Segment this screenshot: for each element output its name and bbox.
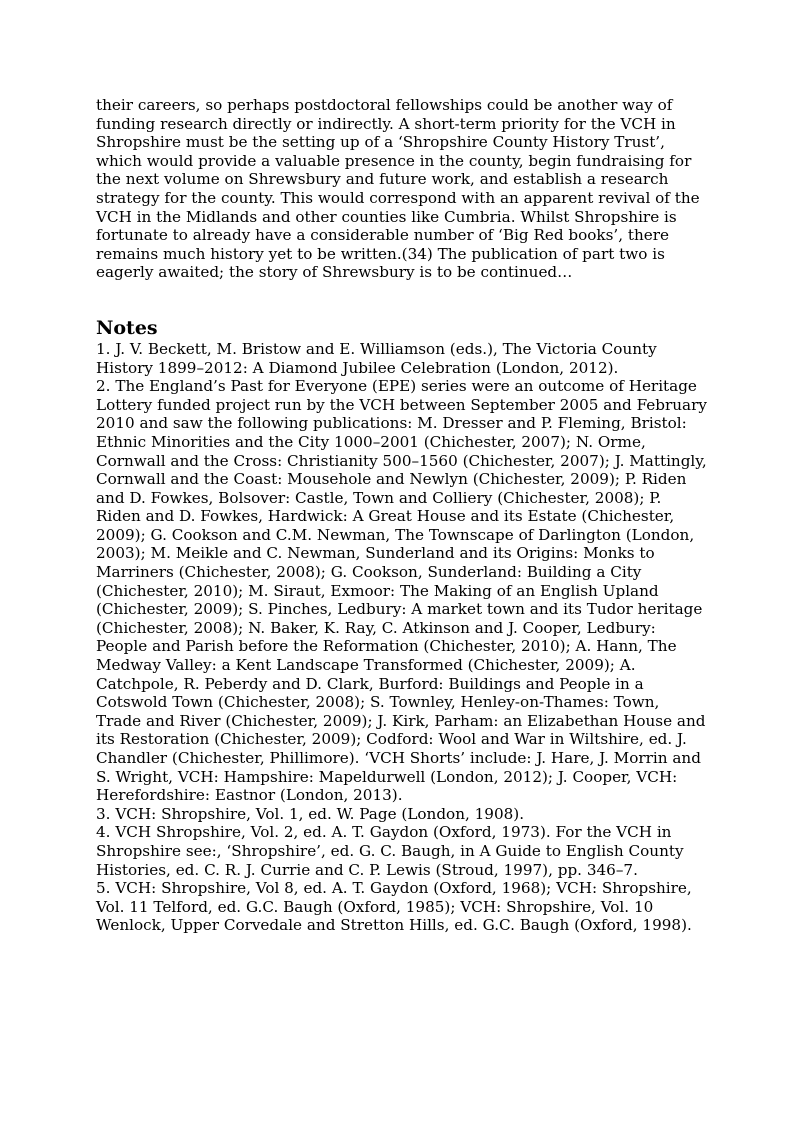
note-item-4: 4. VCH Shropshire, Vol. 2, ed. A. T. Gaydon (Oxford, 1973). For the VCH in Shropshire see:, ‘Shropshire’, ed. G. C. Baugh, in A Guide to English County Histories, ed. C. R. J. Currie and C. P. Lewis (Stroud, 1997), pp. 346–7.: [96, 823, 684, 879]
notes-heading: Notes: [96, 316, 158, 339]
notes-list: [96, 340, 708, 935]
body-paragraph: their careers, so perhaps postdoctoral fellowships could be another way of funding research directly or indirectly. A short-term priority for the VCH in Shropshire must be the setting up of a ‘Shropshire County History Trust’, which would provide a valuable presence in the county, begin fundraising for the next volume on Shrewsbury and future work, and establish a research strategy for the county. This would correspond with an apparent revival of the VCH in the Midlands and other counties like Cumbria. Whilst Shropshire is fortunate to already have a considerable number of ‘Big Red books’, there remains much history yet to be written.(34) The publication of part two is eagerly awaited; the story of Shrewsbury is to be continued…: [96, 96, 700, 282]
note-item-2: 2. The England’s Past for Everyone (EPE) series were an outcome of Heritage Lottery funded project run by the VCH between September 2005 and February 2010 and saw the following publications: M. Dresser and P. Fleming, Bristol: Ethnic Minorities and the City 1000–2001 (Chichester, 2007); N. Orme, Cornwall and the Cross: Christianity 500–1560 (Chichester, 2007); J. Mattingly, Cornwall and the Coast: Mousehole and Newlyn (Chichester, 2009); P. Riden and D. Fowkes, Bolsover: Castle, Town and Colliery (Chichester, 2008); P. Riden and D. Fowkes, Hardwick: A Great House and its Estate (Chichester, 2009); G. Cookson and C.M. Newman, The Townscape of Darlington (London, 2003); M. Meikle and C. Newman, Sunderland and its Origins: Monks to Marriners (Chichester, 2008); G. Cookson, Sunderland: Building a City (Chichester, 2010); M. Siraut, Exmoor: The Making of an English Upland (Chichester, 2009); S. Pinches, Ledbury: A market town and its Tudor heritage (Chichester, 2008); N. Baker, K. Ray, C. Atkinson and J. Cooper, Ledbury: People and Parish before the Reformation (Chichester, 2010); A. Hann, The Medway Valley: a Kent Landscape Transformed (Chichester, 2009); A. Catchpole, R. Peberdy and D. Clark, Burford: Buildings and People in a Cotswold Town (Chichester, 2008); S. Townley, Henley-on-Thames: Town, Trade and River (Chichester, 2009); J. Kirk, Parham: an Elizabethan House and its Restoration (Chichester, 2009); Codford: Wool and War in Wiltshire, ed. J. Chandler (Chichester, Phillimore). ‘VCH Shorts’ include: J. Hare, J. Morrin and S. Wright, VCH: Hampshire: Mapeldurwell (London, 2012); J. Cooper, VCH: Herefordshire: Eastnor (London, 2013).: [96, 377, 707, 805]
document-page: [96, 96, 708, 935]
note-item-5: 5. VCH: Shropshire, Vol 8, ed. A. T. Gaydon (Oxford, 1968); VCH: Shropshire, Vol. 11 Telford, ed. G.C. Baugh (Oxford, 1985); VCH: Shropshire, Vol. 10 Wenlock, Upper Corvedale and Stretton Hills, ed. G.C. Baugh (Oxford, 1998).: [96, 879, 692, 935]
note-item-1: 1. J. V. Beckett, M. Bristow and E. Williamson (eds.), The Victoria County History 1899–2012: A Diamond Jubilee Celebration (London, 2012).: [96, 339, 657, 377]
note-item-3: 3. VCH: Shropshire, Vol. 1, ed. W. Page (London, 1908).: [96, 804, 525, 823]
